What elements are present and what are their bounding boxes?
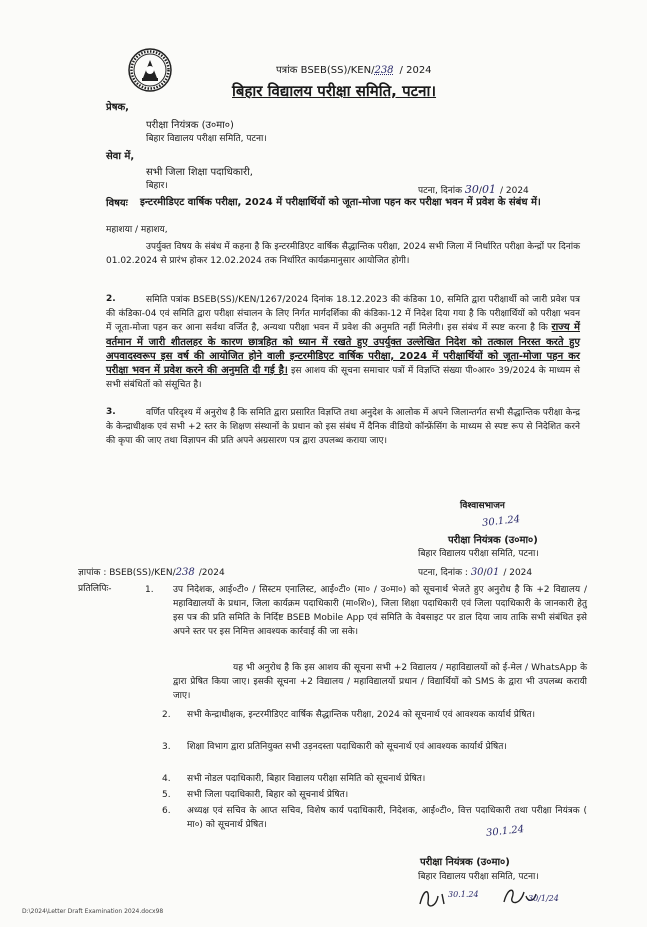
paragraph-2-highlight: राज्य में वर्तमान में जारी शीतलहर के कारण छात्रहित को ध्यान में रखते हुए उपर्युक्त उल्लेखित निदेश को तत्काल निरस्त करते हुए अपवादस्वरूप इस वर्ष की आयोजित होने वाली इन्टरमीडिएट वार्षिक परीक्षा, 2024 में परीक्षार्थियों को जूता-मोजा पहन कर परीक्षा भवन में प्रवेश करने की अनुमति दी गई है।	[106, 322, 580, 377]
reference-number	[276, 64, 432, 77]
recipient-place: बिहार।	[146, 181, 168, 191]
paragraph-1: उपर्युक्त विषय के संबंध में कहना है कि इन्टरमीडिएट वार्षिक सैद्धान्तिक परीक्षा, 2024 सभी जिला में निर्धारित परीक्षा केन्द्रों पर दिनांक 01.02.2024 से प्रारंभ होकर 12.02.2024 तक निर्धारित कार्यक्रमानुसार आयोजित होगी।	[106, 242, 580, 267]
paragraph-3-number: 3.	[106, 407, 116, 417]
cc-item-5-number: 5.	[162, 790, 171, 800]
ref-prefix: पत्रांक BSEB(SS)/KEN/	[276, 65, 375, 76]
signature-1-org: बिहार विद्यालय परीक्षा समिति, पटना।	[418, 549, 539, 559]
memo-number	[78, 566, 225, 580]
cc-item-4-text: सभी नोडल पदाधिकारी, बिहार विद्यालय परीक्षा समिति को सूचनार्थ प्रेषित।	[187, 774, 426, 784]
initials-left-date: 30.1.24	[448, 890, 479, 899]
cc-item-6-text: अध्यक्ष एवं सचिव के आप्त सचिव, विशेष कार्य पदाधिकारी, निदेशक, आई०टी०, वित्त पदाधिकारी तथा परीक्षा नियंत्रक ( मा०) को सूचनार्थ प्रेषित।	[187, 806, 587, 830]
cc-item-1-number: 1.	[145, 585, 154, 595]
bseb-seal-logo	[128, 48, 172, 92]
cc-item-4-number: 4.	[162, 774, 171, 784]
sender-label: प्रेषक,	[106, 102, 129, 113]
signature-2-org: बिहार विद्यालय परीक्षा समिति, पटना।	[418, 872, 539, 882]
recipient-name: सभी जिला शिक्षा पदाधिकारी,	[146, 167, 253, 178]
organization-title: बिहार विद्यालय परीक्षा समिति, पटना।	[232, 82, 437, 100]
cc-item-3-text: शिक्षा विभाग द्वारा प्रतिनियुक्त सभी उड़नदस्ता पदाधिकारी को सूचनार्थ एवं आवश्यक कार्यार्थ प्रेषित।	[187, 742, 507, 752]
cc-item-1-text-2: यह भी अनुरोध है कि इस आशय की सूचना सभी +2 विद्यालय / महाविद्यालयों को ई-मेल / WhatsApp के द्वारा प्रेषित किया जाए। इसकी सूचना +2 विद्यालय / महाविद्यालयों प्रधान / विद्यार्थियों को SMS के द्वारा भी उपलब्ध करायी जाए।	[173, 663, 587, 701]
recipient-label: सेवा में,	[106, 151, 135, 162]
cc-item-2-number: 2.	[162, 710, 171, 720]
signature-2-handwritten: 30.1.24	[485, 824, 525, 839]
memo-prefix: ज्ञापांक : BSEB(SS)/KEN/	[78, 568, 176, 578]
file-path-footer: D:\2024\Letter Draft Examination 2024.docx98	[22, 908, 164, 915]
cc-item-1-text: उप निदेशक, आई०टी० / सिस्टम एनालिस्ट, आई०टी० (मा० / उ०मा०) को सूचनार्थ भेजते हुए अनुरोध है कि +2 विद्यालय / महाविद्यालयों के प्रधान, जिला कार्यक्रम पदाधिकारी (मा०शि०), जिला शिक्षा पदाधिकारी एवं जिला पदाधिकारी के जानकारी हेतु इस पत्र की प्रति समिति के निर्दिष्ट BSEB Mobile App एवं समिति के वेबसाइट पर डाल दिया जाय ताकि सभी संबंधित इसे अपने स्तर पर इस निमित्त आवश्यक कार्रवाई की जा सके।	[173, 585, 587, 637]
date-prefix: पटना, दिनांक	[418, 186, 463, 196]
initials-right-date: 30/1/24	[528, 894, 559, 903]
sender-org: बिहार विद्यालय परीक्षा समिति, पटना।	[146, 134, 267, 144]
ref-suffix: / 2024	[399, 65, 432, 76]
salutation: महाशया / महाशय,	[106, 225, 168, 235]
cc-item-2-text: सभी केन्द्राधीक्षक, इन्टरमीडिएट वार्षिक सैद्धान्तिक परीक्षा, 2024 को सूचनार्थ एवं आवश्यक कार्यार्थ प्रेषित।	[187, 710, 536, 720]
signature-1-designation: परीक्षा नियंत्रक (उ०मा०)	[448, 535, 538, 546]
paragraph-2	[106, 293, 580, 392]
paragraph-2-number: 2.	[106, 294, 116, 304]
letter-date: पटना, दिनांक 30/01 / 2024	[418, 183, 529, 196]
memo-date-year: / 2024	[503, 568, 533, 578]
memo-date-day: 30	[470, 567, 484, 578]
date-day-handwritten: 30	[464, 183, 479, 196]
memo-date-prefix: पटना, दिनांक :	[418, 568, 468, 578]
paragraph-2-text-a: समिति पत्रांक BSEB(SS)/KEN/1267/2024 दिनांक 18.12.2023 की कंडिका 10, समिति द्वारा परीक्षार्थी को जारी प्रवेश पत्र की कंडिका-04 एवं समिति द्वारा परीक्षा संचालन के लिए निर्गत मार्गदर्शिका की कंडिका-12 में निदेश दिया गया है कि परीक्षार्थियों को परीक्षा भवन में जूता-मोजा पहन कर आना सर्वथा वर्जित है, अन्यथा परीक्षा भवन में प्रवेश की अनुमति नहीं मिलेगी। इस संबंध में स्पष्ट करना है कि	[106, 295, 580, 334]
memo-suffix: /2024	[198, 568, 225, 578]
cc-item-5-text: सभी जिला पदाधिकारी, बिहार को सूचनार्थ प्रेषित।	[187, 790, 349, 800]
memo-number-handwritten: 238	[175, 567, 195, 578]
date-year: / 2024	[499, 186, 529, 196]
closing: विश्वासभाजन	[460, 501, 505, 511]
cc-label: प्रतिलिपिः-	[78, 584, 112, 594]
subject-label: विषयः	[106, 198, 128, 209]
memo-date-month: 01	[486, 567, 500, 578]
ref-number-handwritten: 238	[374, 65, 394, 76]
signature-1-handwritten: 30.1.24	[481, 514, 521, 529]
paragraph-3: वर्णित परिदृश्य में अनुरोध है कि समिति द्वारा प्रसारित विज्ञप्ति तथा अनुदेश के आलोक में अपने जिलान्तर्गत सभी सैद्धान्तिक परीक्षा केन्द्र के केन्द्राधीक्षक एवं सभी +2 स्तर के शिक्षण संस्थानों के प्रधान को इस संबंध में दैनिक वीडियो कॉन्फ्रेंसिंग के माध्यम से स्पष्ट रूप से निदेशित करने की कृपा की जाए तथा विज्ञापन की प्रति अपने अग्रसारण पत्र द्वारा उपलब्ध कराया जाए।	[106, 408, 580, 447]
paragraph-2-text-c: इस आशय की सूचना समाचार पत्रों में विज्ञप्ति संख्या पी०आर० 39/2024 के माध्यम से सभी संबंधितों को संसूचित है।	[106, 366, 580, 391]
signature-2-designation: परीक्षा नियंत्रक (उ०मा०)	[420, 857, 510, 868]
cc-item-3-number: 3.	[162, 742, 171, 752]
memo-date: पटना, दिनांक : 30/01 / 2024	[418, 567, 533, 578]
cc-item-6-number: 6.	[162, 806, 171, 816]
date-month-handwritten: 01	[481, 183, 496, 196]
subject-text: इन्टरमीडिएट वार्षिक परीक्षा, 2024 में परीक्षार्थियों को जूता-मोजा पहन कर परीक्षा भवन में प्रवेश के संबंध में।	[140, 197, 541, 208]
sender-name: परीक्षा नियंत्रक (उ०मा०)	[146, 120, 234, 131]
